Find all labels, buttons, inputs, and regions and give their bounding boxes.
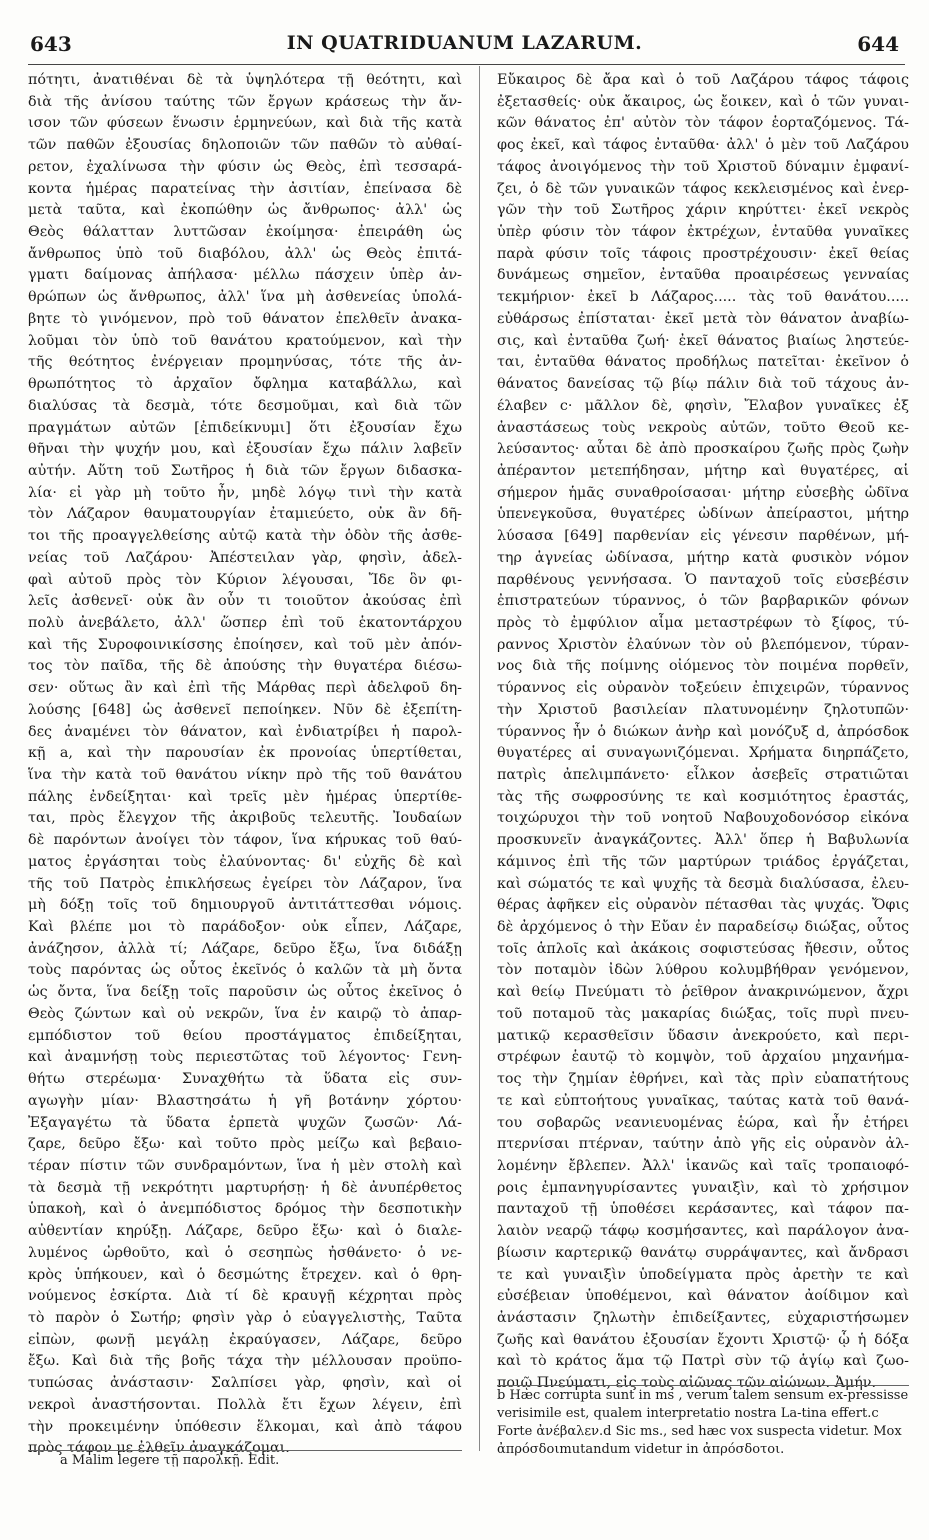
text-line: τῆς θεότητος ἐνέργειαν προμηνύσας, τότε τῆς ἀν- (28, 354, 462, 371)
text-line: θρώπων ὡς ἄνθρωπος, ἀλλ' ἵνα μὴ ἀσθενείας ὑπολά- (28, 289, 462, 306)
text-line: λύσασα [649] παρθενίαν εἰς γένεσιν παρθένων, μή- (497, 528, 909, 545)
text-line: νος διὰ τῆς ποίμνης οἰόμενος τὸν ποιμένα πορθεῖν, (497, 658, 909, 675)
text-line: κοντα ἡμέρας παρατείνας τὴν ἀσιτίαν, ἐπείνασα δὲ (28, 180, 462, 197)
text-line: μετὰ ταῦτα, καὶ ἐκοπώθην ὡς ἄνθρωπος· ἀλλ' ὡς (28, 202, 462, 219)
text-line: τος τὸν παῖδα, τῆς δὲ ἀπούσης τὴν θυγατέρα διέσω- (28, 658, 462, 675)
text-line: ἐξετασθείς· οὐκ ἄκαιρος, ὡς ἔοικεν, καὶ ὁ τῶν γυναι- (497, 93, 909, 110)
text-line: σήμερον ἡμᾶς συναθροίσασαι· μήτηρ εὐσεβὴς ὠδῖνα (497, 484, 909, 501)
text-line: ποιῷ Πνεύματι, εἰς τοὺς αἰῶνας τῶν αἰώνων. Ἀμήν. (497, 1375, 877, 1392)
text-line: θέρας ἀφῆκεν εἰς οὐρανὸν πέτασθαι τὰς ψυχάς. Ὄφις (497, 897, 909, 914)
text-line: πανταχοῦ τῇ ὑποθέσει κεράσαντες, καὶ τάφον πα- (497, 1201, 909, 1218)
text-line: λαιὸν νεαρῷ τάφῳ κοσμήσαντες, καὶ παράλογον ἀνα- (497, 1223, 909, 1240)
text-line: προσκυνεῖν ἀναγκάζοντες. Ἀλλ' ὅπερ ἡ Βαβυλωνία (497, 832, 909, 849)
text-line: σεν· οὕτως ἂν καὶ ἐπὶ τῆς Μάρθας περὶ ἀδελφοῦ δη- (28, 680, 462, 697)
text-line: τοῖς ἁπλοῖς καὶ ἀκάκοις σοφιστεύσας ἤθεσιν, οὗτος (497, 940, 909, 957)
text-line: πότητι, ἀνατιθέναι δὲ τὰ ὑψηλότερα τῇ θεότητι, καὶ (28, 72, 462, 88)
text-line: Θεὸς θάλατταν λυττῶσαν ἐκοίμησα· ἐπειράθη ὡς (28, 224, 462, 241)
footnote-line: b Hæc corrupta sunt in ms , verum talem sensum ex- (497, 1388, 848, 1403)
text-line: εὐσέβειαν ὑποθέμενοι, καὶ θάνατον ἀοίδιμον καὶ (497, 1288, 909, 1305)
page-header (24, 30, 905, 60)
text-line: ἀνάστασιν ζηλωτὴν ἐπιδείξαντες, εὐχαριστήσωμεν (497, 1309, 909, 1326)
text-line: ισον τῶν φύσεων ἕνωσιν ἑρμηνεύων, καὶ διὰ τῆς κατὰ (28, 115, 462, 132)
text-line: λία· εἰ γὰρ μὴ τοῦτο ἦν, μηδὲ λόγῳ τινὶ τὴν κατὰ (28, 484, 462, 501)
text-line: τοὺς παρόντας ὡς οὗτος ἐκεῖνός ὁ καλῶν τὰ μὴ ὄντα (28, 962, 462, 979)
text-line: καὶ σώματός τε καὶ ψυχῆς τὰ δεσμὰ διαλύσασα, ἐλευ- (497, 875, 909, 892)
text-line: δυνάμεως σημεῖον, ἐνταῦθα προαιρέσεως γενναίας (497, 267, 909, 284)
text-line: γματι δαίμονας ἀπήλασα· μέλλω πάσχειν ὑπὲρ ἀν- (28, 267, 462, 284)
text-line: ζαρε, δεῦρο ἔξω· καὶ τοῦτο πρὸς μείζω καὶ βεβαιο- (28, 1136, 462, 1153)
text-line: θῆναι τὴν ψυχήν μου, καὶ ἐξουσίαν ἔχω πάλιν λαβεῖν (28, 441, 462, 458)
text-line: κῶν θάνατος ἐπ' αὐτὸν τὸν τάφον ἑορταζόμενος. Τά- (497, 115, 909, 132)
text-line: φαὶ αὐτοῦ πρὸς τὸν Κύριον λέγουσαι, Ἴδε ὃν φι- (28, 571, 462, 588)
text-line: πραγμάτων αὐτῶν [ἐπιδείκνυμι] ὅτι ἐξουσίαν ἔχω (28, 419, 462, 436)
text-line: τύραννος ἦν ὁ διώκων ἀνὴρ καὶ μονόζυξ d, ἀπρόσδοκ (497, 723, 909, 740)
text-line: ἐπιστρατεύων τύραννος, ὁ τῶν βαρβαρικῶν φόνων (497, 593, 909, 610)
text-line: λούσης [648] ὡς ἀσθενεῖ πεποίηκεν. Νῦν δὲ ἐξεπίτη- (28, 701, 462, 718)
column-divider (479, 66, 480, 1451)
text-line: θυγατέρες αἱ συναγωνιζόμεναι. Χρήματα διηρπάζετο, (497, 745, 909, 762)
text-line: θάνατος δανείσας τῷ βίῳ πάλιν διὰ τοῦ τάχους ἀν- (497, 376, 909, 393)
text-line: πρὸς τὸ ἐμφύλιον αἷμα μεταστρέφων τὸ ξίφος, τύ- (497, 614, 909, 631)
text-line: ὑπενεγκοῦσα, θυγατέρες ὠδίνων ἀπείραστοι, μήτηρ (497, 506, 909, 523)
page-number-left: 643 (30, 32, 72, 56)
header-rule (28, 64, 905, 65)
text-line: ἄνθρωπος ὑπὸ τοῦ διαβόλου, ἀλλ' ὡς Θεὸς ἐπιτά- (28, 245, 462, 262)
text-line: τὸν Λάζαρον θαυματουργίαν ἐταμιεύετο, οὐκ ἂν δῆ- (28, 506, 462, 523)
left-column (28, 70, 462, 1460)
text-line: θήτω στερέωμα· Συναχθήτω τὰ ὕδατα εἰς συν- (28, 1071, 462, 1088)
footnote-line: c Forte ἀνέβαλεν. (497, 1406, 879, 1439)
text-line: τυπώσας ἀνάστασιν· Σαλπίσει γὰρ, φησὶν, καὶ οἱ (28, 1375, 462, 1392)
text-line: τοῦ ποταμοῦ τὰς μακαρίας διώξας, τοῖς πυρὶ πνευ- (497, 1005, 909, 1022)
text-line: ζωῆς καὶ θανάτου ἐξουσίαν ἔχοντι Χριστῷ· ᾧ ἡ δόξα (497, 1331, 909, 1348)
text-line: λεῖς ἀσθενεῖ· οὐκ ἂν οὖν τι τοιοῦτον ἀκούσας ἐπὶ (28, 593, 462, 610)
text-line: κῇ a, καὶ τὴν παρουσίαν ἐκ προνοίας ὑπερτίθεται, (28, 745, 462, 762)
text-line: εὐθάρσως ἐπίσταται· ἐκεῖ μετὰ τὸν θάνατον ἀναβίω- (497, 310, 909, 327)
text-line: τὴν Χριστοῦ βασιλείαν πλατυνομένην ζηλοτυπῶν· (497, 701, 909, 718)
text-line: ζει, ὁ δὲ τῶν γυναικῶν τάφος κεκλεισμένος καὶ ἐνερ- (497, 180, 909, 197)
text-line: Καὶ βλέπε μοι τὸ παράδοξον· οὐκ εἶπεν, Λάζαρε, (28, 919, 462, 936)
text-line: καὶ τῆς Συροφοινικίσσης ἐποίησεν, καὶ τοῦ μὲν ἀπόν- (28, 636, 462, 653)
footnote-rule-right (497, 1385, 909, 1386)
footnotes-right (497, 1387, 909, 1459)
text-line: εμπόδιστον τοῦ θείου προστάγματος ἐπιδείξηται, (28, 1027, 462, 1044)
text-line: δὲ παρόντων ἀνοίγει τὸν τάφον, ἵνα κήρυκας τοῦ θαύ- (28, 832, 462, 849)
text-line: σις, καὶ ἐνταῦθα ζωή· ἐκεῖ θάνατος βιαίως ληστεύε- (497, 332, 909, 349)
text-line: τος τὴν ζημίαν ἐθρήνει, καὶ τὰς πρὶν εὐαπατήτους (497, 1071, 909, 1088)
text-line: παρὰ φύσιν τοῖς τάφοις προστρέχουσιν· ἐκεῖ θείας (497, 245, 909, 262)
text-line: Ἐξαγαγέτω τὰ ὕδατα ἑρπετὰ ψυχῶν ζωσῶν· Λά- (28, 1114, 462, 1131)
text-line: ματος ἐργάσηται τοὺς ἐλαύνοντας· δι' εὐχῆς δὲ καὶ (28, 853, 462, 870)
text-line: πάλης ἐνδείξηται· καὶ τρεῖς μὲν ἡμέρας ὑπερτίθε- (28, 788, 462, 805)
text-line: εἰπὼν, φωνῇ μεγάλῃ ἐκραύγασεν, Λάζαρε, δεῦρο (28, 1331, 462, 1348)
footnote-line: mutandum videtur in ἀπρόσδοτοι. (559, 1442, 785, 1457)
text-line: ται, πρὸς ἔλεγχον τῆς ἀκριβοῦς τελευτῆς. Ἰουδαίων (28, 810, 462, 827)
text-line: τὸν ποταμὸν ἰδὼν λύθρου κολυμβήθραν γενόμενον, (497, 962, 909, 979)
text-line: τάφος ἀνοιγόμενος τὴν τοῦ Χριστοῦ δύναμιν ἐμφανί- (497, 158, 909, 175)
text-line: παρθένους γεννήσασα. Ὁ πανταχοῦ τοῖς εὐσεβέσιν (497, 571, 909, 588)
text-line: ἀνάζησον, ἀλλὰ τί; Λάζαρε, δεῦρο ἔξω, ἵνα διδάξῃ (28, 940, 462, 957)
text-line: τέραν πίστιν τῶν συνδραμόντων, ἵνα ἡ μὲν στολὴ καὶ (28, 1157, 462, 1174)
text-line: ὡς ὄντα, ἵνα δείξῃ τοῖς παροῦσιν ὡς οὗτος ἐκεῖνος ὁ (28, 984, 462, 1001)
text-line: τε καὶ εὐπτοήτους γυναῖκας, ταύτας κατὰ τοῦ θανά- (497, 1092, 909, 1109)
text-line: Θεὸς ζώντων καὶ οὐ νεκρῶν, ἵνα ἐν καιρῷ τὸ ἀπαρ- (28, 1005, 462, 1022)
text-line: τοι τῆς προαγγελθείσης αὐτῷ κατὰ τὴν ὁδὸν τῆς ἀσθε- (28, 528, 462, 545)
text-line: λοῦμαι τὸν ὑπὸ τοῦ θανάτου κρατούμενον, καὶ τὴν (28, 332, 462, 349)
text-line: καὶ ἀναμνήσῃ τοὺς περιεστῶτας τοῦ λέγοντος· Γενη- (28, 1049, 462, 1066)
text-line: ἀναστάσεως τοὺς νεκροὺς αὐτῶν, τοῦτο Θεοῦ κε- (497, 419, 909, 436)
text-line: πρὸς τάφον με ἐλθεῖν ἀναγκάζομαι. (28, 1440, 290, 1457)
text-line: λομένην ἔβλεπεν. Ἀλλ' ἱκανῶς καὶ ταῖς τροπαιοφό- (497, 1157, 909, 1174)
footnote-line: d Sic ms., sed hæc vox suspecta videtur. Mox ἀπρόσδοι (497, 1424, 902, 1457)
text-line: πολὺ ἀνεβάλετο, ἀλλ' ὥσπερ ἐπὶ τοῦ ἑκατοντάρχου (28, 614, 462, 631)
text-line: διὰ τῆς ἀνίσου ταύτης τῶν ἔργων κράσεως τὴν ἄν- (28, 93, 462, 110)
text-line: βητε τὸ γινόμενον, πρὸ τοῦ θάνατον ἐπελθεῖν ἀνακα- (28, 310, 462, 327)
text-line: αγωγὴν μίαν· Βλαστησάτω ἡ γῆ βοτάνην χόρτου· (28, 1092, 462, 1109)
text-line: τὸ παρὸν ὁ Σωτήρ; φησὶν γὰρ ὁ εὐαγγελιστὴς, Ταῦτα (28, 1309, 462, 1326)
text-line: ἀπέραντον μετεπήδησαν, μήτηρ καὶ θυγατέρες, αἱ (497, 462, 909, 479)
text-line: καὶ θείῳ Πνεύματι τὸ ῥεῖθρον ἀνακρινώμενον, ἄχρι (497, 984, 909, 1001)
text-line: του σοβαρῶς νεανιευομένας ἑώρα, καὶ ἦν ἐτήρει (497, 1114, 909, 1131)
text-line: βίωσιν καρτερικῷ θανάτῳ συρράψαντες, καὶ ἄνδρασι (497, 1244, 909, 1261)
text-line: διαλύσας τὰ δεσμὰ, τότε δεσμοῦμαι, καὶ διὰ τῶν (28, 397, 462, 414)
text-line: αὐτήν. Αὕτη τοῦ Σωτῆρος ἡ διὰ τῶν ἔργων διδασκα- (28, 462, 462, 479)
text-line: ραννος Χριστὸν ἐλαύνων τὸν οὐ βλεπόμενον, τύραν- (497, 636, 909, 653)
text-line: τῶν παθῶν ἐξουσίας δηλοποιῶν τῶν παθῶν τὸ αὐθαί- (28, 137, 462, 154)
footnote-rule-left (28, 1450, 462, 1451)
text-line: τεκμήριον· ἐκεῖ b Λάζαρος..... τὰς τοῦ θανάτου..... (497, 289, 909, 306)
text-line: καὶ τὸ κράτος ἅμα τῷ Πατρὶ σὺν τῷ ἁγίῳ καὶ ζωο- (497, 1353, 909, 1370)
text-line: γῶν τὴν τοῦ Σωτῆρος χάριν κηρύττει· ἐκεῖ νεκρὸς (497, 202, 909, 219)
text-line: λυμένος ὠρθοῦτο, καὶ ὁ σεσηπὼς ἠσθάνετο· ὁ νε- (28, 1244, 462, 1261)
footnote-line: pressisse verisimile est, qualem interpretatio nostra La- (497, 1388, 909, 1421)
text-line: νούμενος ἐσκίρτα. Διὰ τί δὲ κραυγῇ κέχρηται πρὸς (28, 1288, 462, 1305)
text-line: ἵνα τὴν κατὰ τοῦ θανάτου νίκην πρὸ τῆς τοῦ θανάτου (28, 767, 462, 783)
footnote-line: tina effert. (801, 1406, 872, 1421)
text-line: τηρ ἁγνείας ὠδίνασα, μήτηρ κατὰ φυσικὸν νόμον (497, 549, 909, 566)
text-line: τύραννος εἰς οὐρανὸν τοξεύειν ἐπιχειρῶν, τύραννος (497, 680, 909, 697)
text-line: ρετον, ἐχαλίνωσα τὴν φύσιν ὡς Θεὸς, ἐπὶ τεσσαρά- (28, 158, 462, 175)
text-line: φος ἐκεῖ, καὶ τάφος ἐνταῦθα· ἀλλ' ὁ μὲν τοῦ Λαζάρου (497, 137, 909, 154)
right-column (497, 70, 909, 1395)
text-line: έλαβεν c· μᾶλλον δὲ, φησὶν, Ἔλαβον γυναῖκες ἐξ (497, 397, 909, 414)
text-line: ροις ἐμπανηγυρίσαντες γυναιξὶν, καὶ τὸ χρήσιμον (497, 1179, 909, 1196)
text-line: τοιχώρυχοι τὴν τοῦ νοητοῦ Ναβουχοδονόσορ εἰκόνα (497, 810, 909, 827)
text-line: πατρὶς ἀπελιμπάνετο· εἶλκον ἀσεβεῖς στρατιῶται (497, 767, 909, 783)
text-line: νεκροὶ ἀναστήσονται. Πολλὰ ἔτι ἔχων λέγειν, ἐπὶ (28, 1396, 462, 1413)
text-line: ματικῷ κερασθεῖσιν ὕδασιν ἀνεκρούετο, καὶ περι- (497, 1027, 909, 1044)
text-line: κρὸς ὑπήκουεν, καὶ ὁ δεσμώτης ἔτρεχεν. καὶ ὁ θρη- (28, 1266, 462, 1283)
page-number-right: 644 (857, 32, 899, 56)
text-line: θρωπότητος τὸ ἀρχαῖον ὄφλημα καταβάλλω, καὶ (28, 376, 462, 393)
text-line: τῆς τοῦ Πατρὸς ἐπικλήσεως ἐγείρει τὸν Λάζαρον, ἵνα (28, 875, 462, 892)
footnote-left: a Malim legere τῇ παρολκῇ. Edit. (60, 1453, 280, 1468)
text-line: λεύσαντος· αὗται δὲ ἀπὸ προσκαίρου ζωῆς πρὸς ζωὴν (497, 441, 909, 458)
text-line: τὰ δεσμὰ τῇ νεκρότητι μαρτυρήσῃ· ἡ δὲ ἀνυπέρθετος (28, 1179, 462, 1196)
text-line: νείας τοῦ Λαζάρου· Ἀπέστειλαν γὰρ, φησὶν, ἀδελ- (28, 549, 462, 566)
text-line: τὰς τῆς σωφροσύνης τε καὶ κοσμιότητος ἐραστάς, (497, 788, 909, 805)
text-line: τὴν προκειμένην ὑπόθεσιν ἕλκομαι, καὶ ἀπὸ τάφου (28, 1418, 462, 1435)
text-line: μὴ δόξῃ τοῖς τοῦ δημιουργοῦ ἀντιτάττεσθαι νόμοις. (28, 897, 462, 914)
text-line: πτερνίσαι πτέρναν, ταύτην ἀπὸ γῆς εἰς οὐρανὸν ἀλ- (497, 1136, 909, 1153)
text-line: ὑπακοὴ, καὶ ὁ ἀνεμπόδιστος δρόμος τὴν δεσποτικὴν (28, 1201, 462, 1218)
text-line: τε καὶ γυναιξὶν ὑποδείγματα πρὸς ἀρετὴν τε καὶ (497, 1266, 909, 1283)
text-line: ὑπὲρ φύσιν τὸν τάφον ἐκτρέχων, ἐνταῦθα γυναῖκες (497, 224, 909, 241)
text-line: δὲ ἀρχόμενος ὁ τὴν Εὔαν ἐν παραδείσῳ διώξας, οὗτος (497, 919, 909, 936)
running-title: IN QUATRIDUANUM LAZARUM. (286, 32, 643, 54)
text-line: Εὔκαιρος δὲ ἄρα καὶ ὁ τοῦ Λαζάρου τάφος τάφοις (497, 72, 909, 88)
text-line: κάμινος ἐπὶ τῆς τῶν μαρτύρων τριάδος ἐργάζεται, (497, 853, 909, 870)
text-line: αὐθεντίαν κηρύξῃ. Λάζαρε, δεῦρο ἔξω· καὶ ὁ διαλε- (28, 1223, 462, 1240)
text-line: ἔξω. Καὶ διὰ τῆς βοῆς τάχα τὴν μέλλουσαν προϋπο- (28, 1353, 462, 1370)
text-line: ται, ἐνταῦθα θάνατος προδήλως πατεῖται· ἐκεῖνον ὁ (497, 354, 909, 371)
text-line: στρέφων ἑαυτῷ τὸ κομψὸν, τοῦ ἀρχαίου μηχανήμα- (497, 1049, 909, 1066)
text-line: δες ἀναμένει τὸν θάνατον, καὶ ἐνδιατρίβει ἡ παρολ- (28, 723, 462, 740)
